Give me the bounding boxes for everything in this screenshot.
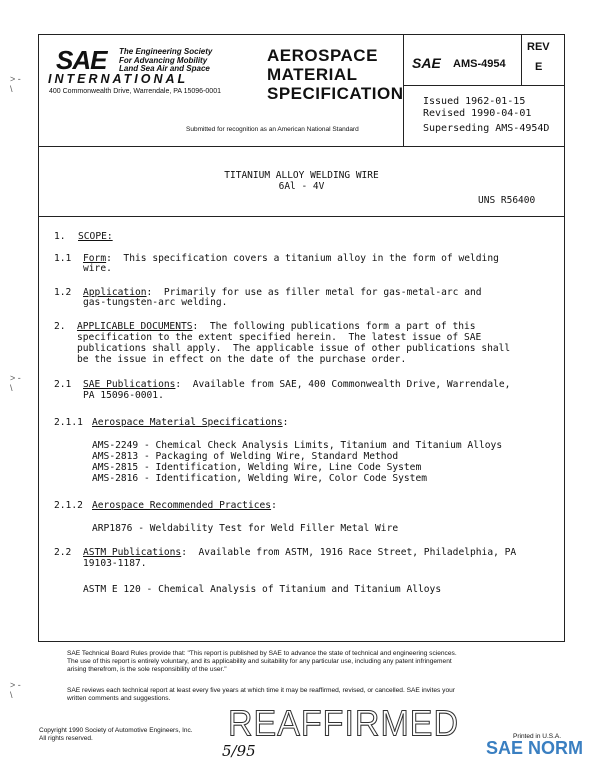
review-line: SAE reviews each technical report at least every five years at which time it may be reaffirmed, revised, or cancelled. SAE invites your <box>67 687 455 694</box>
document-number: AMS-4954 <box>453 58 506 70</box>
rules-line: The use of this report is entirely voluntary, and its applicability and suitability for any particular use, including any patent infringement <box>67 658 452 665</box>
section-2-2-cont: 19103-1187. <box>83 558 147 569</box>
section-2-1-2-number: 2.1.2 <box>54 500 83 511</box>
section-2-1-number: 2.1 <box>54 379 72 390</box>
title-divider <box>38 216 565 217</box>
copyright-line: All rights reserved. <box>39 734 93 742</box>
rev-divider <box>521 34 522 85</box>
section-text: : The following publications form a part of this <box>192 321 476 332</box>
section-2-1-1 <box>92 418 288 429</box>
section-colon: : <box>271 500 277 511</box>
tagline-line: For Advancing Mobility <box>119 55 208 65</box>
section-2-line: publications shall apply. The applicable issue of other publications shall <box>77 343 511 354</box>
margin-mark: ˃ ‐ \ <box>10 373 21 393</box>
copyright-line: Copyright 1990 Society of Automotive Engineers, Inc. <box>39 727 193 734</box>
section-1-number: 1. <box>54 231 66 242</box>
title-line-2: 6Al - 4V <box>278 181 325 192</box>
section-2-number: 2. <box>54 321 66 332</box>
section-2-1-1-number: 2.1.1 <box>54 417 83 428</box>
section-label: ASTM Publications <box>83 547 182 558</box>
ams-list-item: AMS-2813 - Packaging of Welding Wire, Standard Method <box>92 451 399 462</box>
section-2-2-number: 2.2 <box>54 547 72 558</box>
sae-small-logo: SAE <box>412 55 441 71</box>
section-text: : This specification covers a titanium alloy in the form of welding <box>106 253 499 264</box>
title-line-1: TITANIUM ALLOY WELDING WIRE <box>224 170 379 181</box>
reaffirmed-stamp: REAFFIRMED <box>228 704 459 744</box>
rules-line: SAE Technical Board Rules provide that: "This report is published by SAE to advance the state of technical and engineering sciences. <box>67 650 457 657</box>
signature: 5/95 <box>222 742 256 760</box>
international-label: INTERNATIONAL <box>48 72 189 86</box>
sae-address: 400 Commonwealth Drive, Warrendale, PA 15096-0001 <box>49 88 221 95</box>
section-1-1-number: 1.1 <box>54 253 72 264</box>
section-2-line: be the issue in effect on the date of the purchase order. <box>77 354 407 365</box>
section-text: : Available from SAE, 400 Commonwealth Drive, Warrendale, <box>175 379 511 390</box>
doc-type-line: AEROSPACE <box>267 46 378 65</box>
tagline-line: Land Sea Air and Space <box>119 64 210 74</box>
ams-list-item: AMS-2815 - Identification, Welding Wire, Line Code System <box>92 462 422 473</box>
section-label: Aerospace Recommended Practices <box>92 500 272 511</box>
review-note <box>67 687 455 703</box>
section-2-1 <box>83 380 510 391</box>
arp-item: ARP1876 - Weldability Test for Weld Filler Metal Wire <box>92 523 399 534</box>
docnum-divider <box>403 85 565 86</box>
issued-date: Issued 1962-01-15 <box>423 96 526 107</box>
submitted-note: Submitted for recognition as an American National Standard <box>186 126 359 133</box>
doc-type-line: SPECIFICATION <box>267 84 404 103</box>
rev-value: E <box>535 61 543 73</box>
margin-mark: ˃ ‐ \ <box>10 74 21 94</box>
document-dates <box>423 96 531 119</box>
title-block <box>38 170 565 192</box>
tagline-line: The Engineering Society <box>119 47 213 56</box>
review-line: written comments and suggestions. <box>67 695 171 702</box>
section-1-1-cont: wire. <box>83 263 112 274</box>
section-1-1 <box>83 254 499 265</box>
section-label: SAE Publications <box>83 379 176 390</box>
sae-logo: SAE <box>56 45 107 75</box>
section-1-title: SCOPE: <box>78 231 113 242</box>
copyright <box>39 727 193 742</box>
uns-number: UNS R56400 <box>478 195 536 206</box>
section-1-2-number: 1.2 <box>54 287 72 298</box>
section-label: Form <box>83 253 107 264</box>
rev-label: REV <box>527 41 550 53</box>
margin-mark: ˃ ‐ \ <box>10 680 21 700</box>
section-2-2 <box>83 548 516 559</box>
ams-list-item: AMS-2816 - Identification, Welding Wire, Color Code System <box>92 473 428 484</box>
section-text: : Primarily for use as filler metal for gas-metal-arc and <box>146 287 482 298</box>
sae-tagline <box>119 48 212 74</box>
sae-norm-logo: SAE NORM <box>486 738 584 758</box>
section-label: Application <box>83 287 147 298</box>
ams-list-item: AMS-2249 - Chemical Check Analysis Limits, Titanium and Titanium Alloys <box>92 440 503 451</box>
astm-item: ASTM E 120 - Chemical Analysis of Titanium and Titanium Alloys <box>83 584 442 595</box>
section-2 <box>77 322 476 333</box>
section-label: APPLICABLE DOCUMENTS <box>77 321 193 332</box>
document-type <box>267 46 404 103</box>
header-divider <box>38 146 565 147</box>
revised-date: Revised 1990-04-01 <box>423 107 532 119</box>
superseding: Superseding AMS-4954D <box>423 123 550 134</box>
section-1-2-cont: gas-tungsten-arc welding. <box>83 297 228 308</box>
section-2-1-2 <box>92 501 277 512</box>
section-2-line: specification to the extent specified herein. The latest issue of SAE <box>77 332 482 343</box>
section-colon: : <box>282 417 289 428</box>
section-2-1-cont: PA 15096-0001. <box>83 390 164 401</box>
section-label: Aerospace Material Specifications <box>92 417 283 428</box>
section-text: : Available from ASTM, 1916 Race Street, Philadelphia, PA <box>181 547 517 558</box>
rules-line: arising therefrom, is the sole responsibility of the user." <box>67 666 227 673</box>
printed-in: Printed in U.S.A. <box>513 733 562 740</box>
technical-board-rules <box>67 650 457 674</box>
doc-type-line: MATERIAL <box>267 65 358 84</box>
